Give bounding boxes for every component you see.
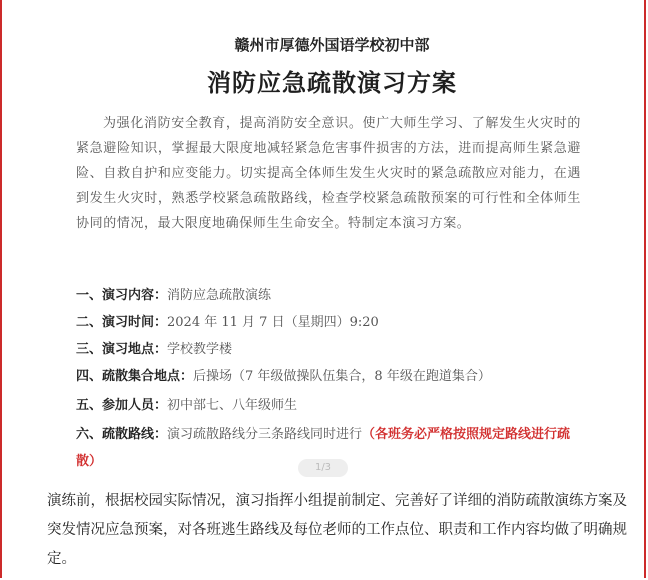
school-name: 赣州市厚德外国语学校初中部 <box>234 36 430 54</box>
item-label: 二、演习时间： <box>76 315 168 330</box>
document-title: 消防应急疏散演习方案 <box>207 69 457 97</box>
item-label: 五、参加人员： <box>76 398 168 413</box>
embedded-document-image <box>76 0 588 480</box>
page-indicator: 1/3 <box>298 459 348 477</box>
item-value: 消防应急疏散演练 <box>167 288 272 303</box>
intro-paragraph: 为强化消防安全教育，提高消防安全意识。使广大师生学习、了解发生火灾时的紧急避险知识，掌握最大限度地减轻紧急危害事件损害的方法，进而提高师生紧急避险、自救自护和应变能力。切实提高全体师生发生火灾时的紧急疏散应对能力，在遇到发生火灾时，熟悉学校紧急疏散路线，检查学校紧急疏散预案的可行性和全体师生协同的情况，最大限度地确保师生生命安全。特制定本演习方案。 <box>76 116 581 231</box>
item-value: 演习疏散路线分三条路线同时进行 <box>167 427 363 442</box>
item-value: 后操场（7 年级做操队伍集合，8 年级在跑道集合） <box>193 369 491 384</box>
item-participants <box>76 392 588 419</box>
article-paragraph: 演练前，根据校园实际情况，演习指挥小组提前制定、完善好了详细的消防疏散演练方案及突发情况应急预案，对各班逃生路线及每位老师的工作点位、职责和工作内容均做了明确规定。 <box>47 493 627 567</box>
item-value: 2024 年 11 月 7 日（星期四）9:20 <box>167 315 379 330</box>
item-label: 三、演习地点： <box>76 342 168 357</box>
item-value: 学校教学楼 <box>167 342 233 357</box>
item-label: 一、演习内容： <box>76 288 168 303</box>
route-warning: （各班务必严格按照规定路线进行疏散） <box>76 427 571 469</box>
item-time <box>76 309 588 336</box>
item-assembly-point <box>76 363 588 390</box>
item-label: 四、疏散集合地点： <box>76 369 194 384</box>
item-label: 六、疏散路线： <box>76 427 168 442</box>
item-value: 初中部七、八年级师生 <box>167 398 298 413</box>
item-location <box>76 336 588 363</box>
item-content <box>76 282 588 309</box>
